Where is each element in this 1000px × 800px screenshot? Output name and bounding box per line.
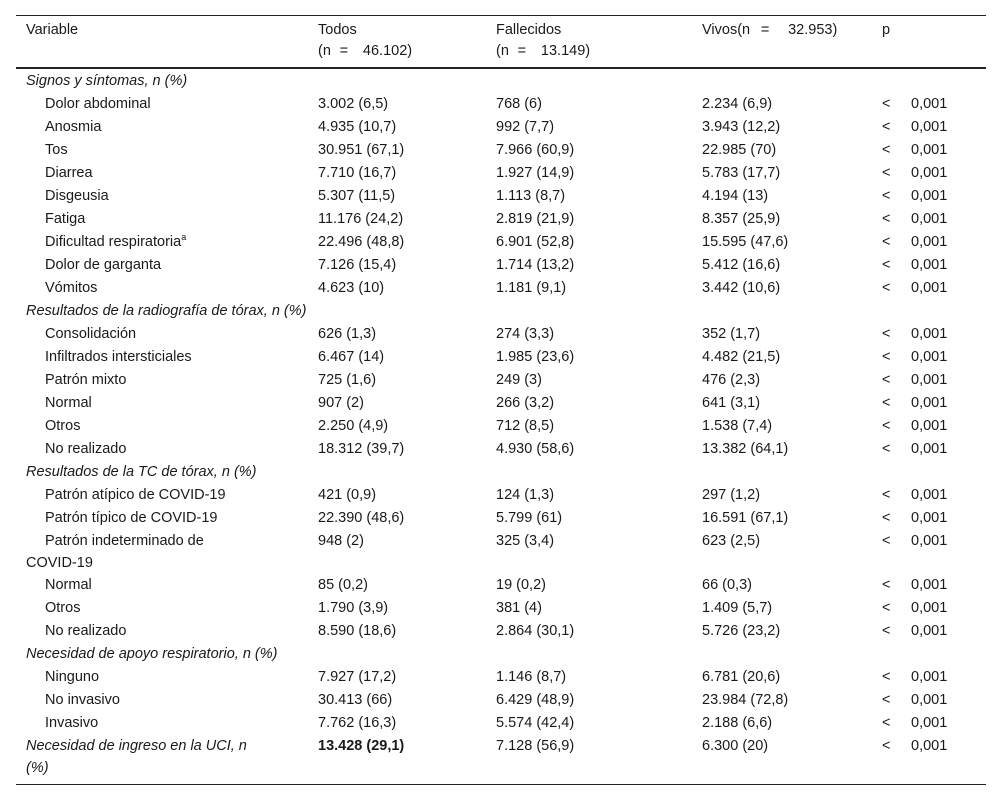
table-row: Invasivo 7.762 (16,3) 5.574 (42,4) 2.188 (6,6) < 0,001 — [45, 715, 948, 731]
header-todos: Todos — [318, 22, 357, 38]
table-row: Patrón mixto 725 (1,6) 249 (3) 476 (2,3) < 0,001 — [45, 372, 948, 388]
table-row: Fatiga 11.176 (24,2) 2.819 (21,9) 8.357 (25,9) < 0,001 — [45, 211, 948, 227]
table-row: Normal 85 (0,2) 19 (0,2) 66 (0,3) < 0,001 — [45, 577, 948, 593]
table-row-uci: Necesidad de ingreso en la UCI, n 13.428 (29,1) 7.128 (56,9) 6.300 (20) < 0,001 — [26, 738, 948, 754]
table-row: Dolor de garganta 7.126 (15,4) 1.714 (13,2) 5.412 (16,6) < 0,001 — [45, 257, 948, 273]
row-label-continuation: COVID-19 — [26, 555, 93, 571]
header-vivos: Vivos(n = 32.953) — [702, 22, 838, 38]
table-row: Ninguno 7.927 (17,2) 1.146 (8,7) 6.781 (20,6) < 0,001 — [45, 669, 948, 685]
table-row: Disgeusia 5.307 (11,5) 1.113 (8,7) 4.194 (13) < 0,001 — [45, 188, 948, 204]
table-row: Anosmia 4.935 (10,7) 992 (7,7) 3.943 (12,2) < 0,001 — [45, 119, 948, 135]
section-title: Necesidad de apoyo respiratorio, n (%) — [26, 646, 278, 662]
header-fallecidos-n: (n = 13.149) — [496, 43, 591, 59]
table-row: Patrón atípico de COVID-19 421 (0,9) 124 (1,3) 297 (1,2) < 0,001 — [45, 487, 948, 503]
header-rule — [16, 67, 986, 69]
header-todos-n: (n = 46.102) — [318, 43, 413, 59]
table-row: Otros 2.250 (4,9) 712 (8,5) 1.538 (7,4) < 0,001 — [45, 418, 948, 434]
table-top-rule — [16, 15, 986, 16]
footnote-marker: a — [181, 232, 187, 242]
row-label-continuation: (%) — [26, 760, 49, 776]
table-row: Vómitos 4.623 (10) 1.181 (9,1) 3.442 (10,6) < 0,001 — [45, 280, 948, 296]
header-p: p — [882, 22, 891, 38]
table-row: Patrón indeterminado de 948 (2) 325 (3,4) 623 (2,5) < 0,001 — [45, 533, 948, 549]
table-row: Consolidación 626 (1,3) 274 (3,3) 352 (1,7) < 0,001 — [45, 326, 948, 342]
header-variable: Variable — [26, 22, 79, 38]
table-row: Infiltrados intersticiales 6.467 (14) 1.985 (23,6) 4.482 (21,5) < 0,001 — [45, 349, 948, 365]
table-row: Tos 30.951 (67,1) 7.966 (60,9) 22.985 (70) < 0,001 — [45, 142, 948, 158]
section-title: Signos y síntomas, n (%) — [26, 73, 188, 89]
table-row: No realizado 8.590 (18,6) 2.864 (30,1) 5.726 (23,2) < 0,001 — [45, 623, 948, 639]
table-row: Diarrea 7.710 (16,7) 1.927 (14,9) 5.783 (17,7) < 0,001 — [45, 165, 948, 181]
table-row: Dificultad respiratoria$^a$ 22.496 (48,8) 6.901 (52,8) 15.595 (47,6) < 0,001 — [45, 232, 948, 250]
section-title: Resultados de la radiografía de tórax, n (%) — [26, 303, 307, 319]
table-row: Dolor abdominal 3.002 (6,5) 768 (6) 2.234 (6,9) < 0,001 — [45, 96, 948, 112]
table-bottom-rule — [16, 784, 986, 785]
table-row: No invasivo 30.413 (66) 6.429 (48,9) 23.984 (72,8) < 0,001 — [45, 692, 948, 708]
table-row: Otros 1.790 (3,9) 381 (4) 1.409 (5,7) < 0,001 — [45, 600, 948, 616]
table-row: No realizado 18.312 (39,7) 4.930 (58,6) 13.382 (64,1) < 0,001 — [45, 441, 948, 457]
section-title: Resultados de la TC de tórax, n (%) — [26, 464, 257, 480]
header-fallecidos: Fallecidos — [496, 22, 562, 38]
table-row: Normal 907 (2) 266 (3,2) 641 (3,1) < 0,001 — [45, 395, 948, 411]
table-row: Patrón típico de COVID-19 22.390 (48,6) 5.799 (61) 16.591 (67,1) < 0,001 — [45, 510, 948, 526]
